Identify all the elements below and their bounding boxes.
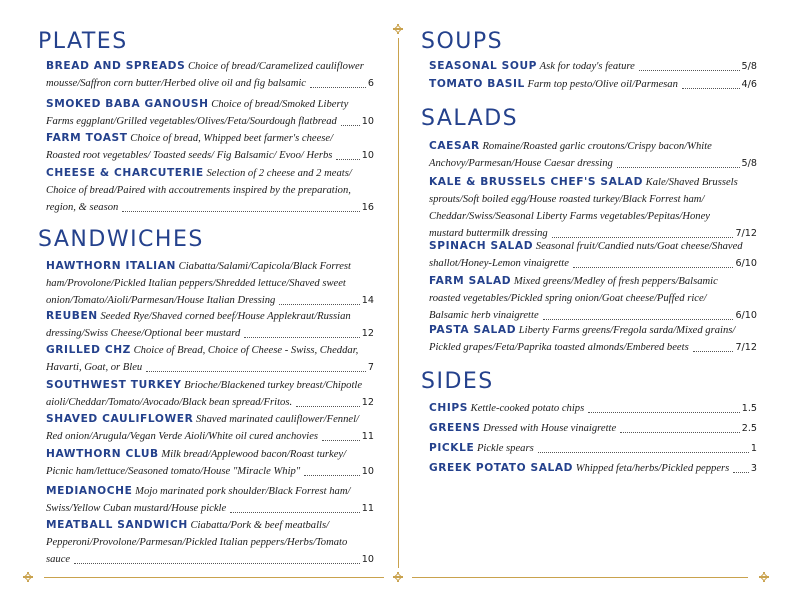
menu-item-tomato-basil: TOMATO BASIL Farm top pesto/Olive oil/Parmesan 4/6 <box>429 76 757 93</box>
menu-item-southwest-turkey: SOUTHWEST TURKEY Brioche/Blackened turkey breast/Chipotle aioli/Cheddar/Tomato/Avocado/Black bean spread/Fritos. 12 <box>46 377 374 411</box>
price: 4/6 <box>741 79 757 90</box>
ornament-icon <box>393 572 403 582</box>
price: 3 <box>750 463 757 474</box>
price: 5/8 <box>741 61 757 72</box>
price: 12 <box>361 328 374 339</box>
menu-item-smoked-baba-ganoush: SMOKED BABA GANOUSH Choice of bread/Smoked Liberty Farms eggplant/Grilled vegetables/Olives/Feta/Sourdough flatbread 10 <box>46 96 374 130</box>
menu-item-medianoche: MEDIANOCHE Mojo marinated pork shoulder/Black Forrest ham/ Swiss/Yellow Cuban mustard/House pickle 11 <box>46 483 374 517</box>
menu-item-seasonal-soup: SEASONAL SOUP Ask for today's feature 5/8 <box>429 58 757 75</box>
section-title-salads: SALADS <box>421 106 519 131</box>
menu-item-meatball-sandwich: MEATBALL SANDWICH Ciabatta/Pork & beef meatballs/ Pepperoni/Provolone/Parmesan/Pickled Italian peppers/Herbs/Tomato sauce 10 <box>46 517 374 568</box>
ornament-icon <box>759 572 769 582</box>
bottom-rule-left <box>44 577 384 578</box>
price: 11 <box>361 503 374 514</box>
price: 10 <box>361 116 374 127</box>
price: 1 <box>750 443 757 454</box>
price: 6/10 <box>735 310 757 321</box>
price: 1.5 <box>741 403 757 414</box>
price: 7/12 <box>735 342 757 353</box>
price: 10 <box>361 466 374 477</box>
menu-item-grilled-chz: GRILLED CHZ Choice of Bread, Choice of Cheese - Swiss, Cheddar, Havarti, Goat, or Bleu 7 <box>46 342 374 376</box>
menu-item-shaved-cauliflower: SHAVED CAULIFLOWER Shaved marinated cauliflower/Fennel/ Red onion/Arugula/Vegan Verde Aioli/White oil cured anchovies 11 <box>46 411 374 445</box>
section-title-sandwiches: SANDWICHES <box>38 227 204 252</box>
menu-item-chips: CHIPS Kettle-cooked potato chips 1.5 <box>429 400 757 417</box>
menu-item-spinach-salad: SPINACH SALAD Seasonal fruit/Candied nuts/Goat cheese/Shaved shallot/Honey-Lemon vinaigrette 6/10 <box>429 238 757 272</box>
section-title-soups: SOUPS <box>421 29 504 54</box>
menu-item-farm-toast: FARM TOAST Choice of bread, Whipped beet farmer's cheese/ Roasted root vegetables/ Toasted seeds/ Fig Balsamic/ Evoo/ Herbs 10 <box>46 130 374 164</box>
column-divider <box>398 38 399 568</box>
price: 10 <box>361 554 374 565</box>
price: 6 <box>367 78 374 89</box>
price: 7/12 <box>735 228 757 239</box>
ornament-icon <box>23 572 33 582</box>
menu-item-hawthorn-club: HAWTHORN CLUB Milk bread/Applewood bacon/Roast turkey/ Picnic ham/lettuce/Seasoned tomato/House "Miracle Whip" 10 <box>46 446 374 480</box>
ornament-icon <box>393 24 403 34</box>
price: 2.5 <box>741 423 757 434</box>
menu-item-reuben: REUBEN Seeded Rye/Shaved corned beef/House Applekraut/Russian dressing/Swiss Cheese/Optional beer mustard 12 <box>46 308 374 342</box>
menu-item-pasta-salad: PASTA SALAD Liberty Farms greens/Fregola sarda/Mixed grains/ Pickled grapes/Feta/Paprika toasted almonds/Embered beets 7/12 <box>429 322 757 356</box>
price: 16 <box>361 202 374 213</box>
price: 6/10 <box>735 258 757 269</box>
price: 12 <box>361 397 374 408</box>
price: 7 <box>367 362 374 373</box>
menu-item-caesar: CAESAR Romaine/Roasted garlic croutons/Crispy bacon/White Anchovy/Parmesan/House Caesar dressing 5/8 <box>429 138 757 172</box>
menu-item-greens: GREENS Dressed with House vinaigrette 2.5 <box>429 420 757 437</box>
section-title-plates: PLATES <box>38 29 128 54</box>
price: 5/8 <box>741 158 757 169</box>
section-title-sides: SIDES <box>421 369 494 394</box>
price: 14 <box>361 295 374 306</box>
menu-item-greek-potato-salad: GREEK POTATO SALAD Whipped feta/herbs/Pickled peppers 3 <box>429 460 757 477</box>
menu-item-farm-salad: FARM SALAD Mixed greens/Medley of fresh peppers/Balsamic roasted vegetables/Pickled spring onion/Goat cheese/Puffed rice/ Balsamic herb vinaigrette 6/10 <box>429 273 757 324</box>
menu-item-pickle: PICKLE Pickle spears 1 <box>429 440 757 457</box>
menu-item-cheese-charcuterie: CHEESE & CHARCUTERIE Selection of 2 cheese and 2 meats/ Choice of bread/Paired with accoutrements inspired by the preparation, region, & season 16 <box>46 165 374 216</box>
bottom-rule-right <box>412 577 748 578</box>
menu-item-kale-brussels: KALE & BRUSSELS CHEF'S SALAD Kale/Shaved Brussels sprouts/Soft boiled egg/House roasted turkey/Black Forrest ham/ Cheddar/Swiss/Seasonal Liberty Farms vegetables/Pepitas/Honey mustard buttermilk dressing 7/12 <box>429 174 757 242</box>
menu-item-hawthorn-italian: HAWTHORN ITALIAN Ciabatta/Salami/Capicola/Black Forrest ham/Provolone/Pickled Italian peppers/Shredded lettuce/Shaved sweet onion/Tomato/Aioli/Parmesan/House Italian Dressing 14 <box>46 258 374 309</box>
menu-item-bread-and-spreads: BREAD AND SPREADS Choice of bread/Caramelized cauliflower mousse/Saffron corn butter/Herbed olive oil and fig balsamic 6 <box>46 58 374 92</box>
price: 11 <box>361 431 374 442</box>
price: 10 <box>361 150 374 161</box>
